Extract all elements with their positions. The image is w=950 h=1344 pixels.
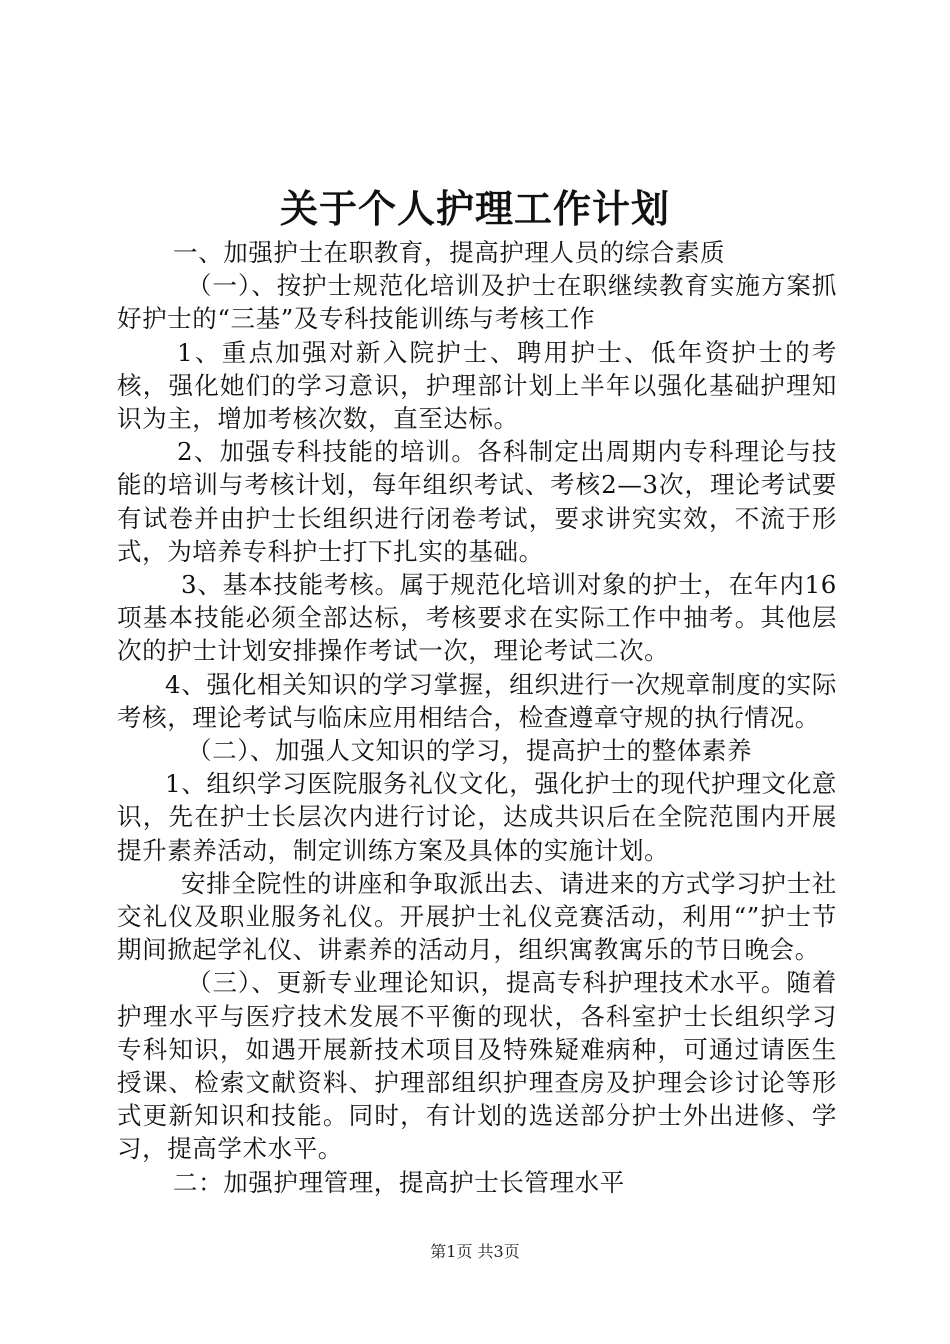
document-title: 关于个人护理工作计划 <box>279 187 670 231</box>
section-heading-1: 一、加强护士在职教育，提高护理人员的综合素质 <box>173 238 726 267</box>
body-paragraph: 2、加强专科技能的培训。各科制定出周期内专科理论与技能的培训与考核计划，每年组织考试、考核2—3次，理论考试要有试卷并由护士长组织进行闭卷考试，要求讲究实效，不流于形式，为培养专科护士打下扎实的基础。 <box>117 437 837 566</box>
subsection-heading-3: （三）、更新专业理论知识，提高专科护理技术水平。随着护理水平与医疗技术发展不平衡的现状，各科室护士长组织学习专科知识，如遇开展新技术项目及特殊疑难病种，可通过请医生授课、检索文献资料、护理部组织护理查房及护理会诊讨论等形式更新知识和技能。同时，有计划的选送部分护士外出进修、学习，提高学术水平。 <box>117 968 837 1164</box>
document-body <box>117 236 837 1199</box>
subsection-heading-2: （二）、加强人文知识的学习，提高护士的整体素养 <box>187 736 753 766</box>
body-paragraph: 3、基本技能考核。属于规范化培训对象的护士，在年内16项基本技能必须全部达标，考核要求在实际工作中抽考。其他层次的护士计划安排操作考试一次，理论考试二次。 <box>117 570 837 666</box>
body-paragraph: 1、重点加强对新入院护士、聘用护士、低年资护士的考核，强化她们的学习意识，护理部计划上半年以强化基础护理知识为主，增加考核次数，直至达标。 <box>117 337 837 434</box>
page-number-footer: 第1页 共3页 <box>430 1242 520 1261</box>
subsection-heading-1: （一）、按护士规范化培训及护士在职继续教育实施方案抓好护士的“三基”及专科技能训练与考核工作 <box>117 271 837 334</box>
body-paragraph: 4、强化相关知识的学习掌握，组织进行一次规章制度的实际考核，理论考试与临床应用相结合，检查遵章守规的执行情况。 <box>117 669 837 732</box>
body-paragraph: 安排全院性的讲座和争取派出去、请进来的方式学习护士社交礼仪及职业服务礼仪。开展护士礼仪竞赛活动，利用“”护士节期间掀起学礼仪、讲素养的活动月，组织寓教寓乐的节日晚会。 <box>117 868 837 965</box>
section-heading-2: 二：加强护理管理，提高护士长管理水平 <box>173 1167 625 1197</box>
body-paragraph: 1、组织学习医院服务礼仪文化，强化护士的现代护理文化意识，先在护士长层次内进行讨论，达成共识后在全院范围内开展提升素养活动，制定训练方案及具体的实施计划。 <box>117 769 837 865</box>
